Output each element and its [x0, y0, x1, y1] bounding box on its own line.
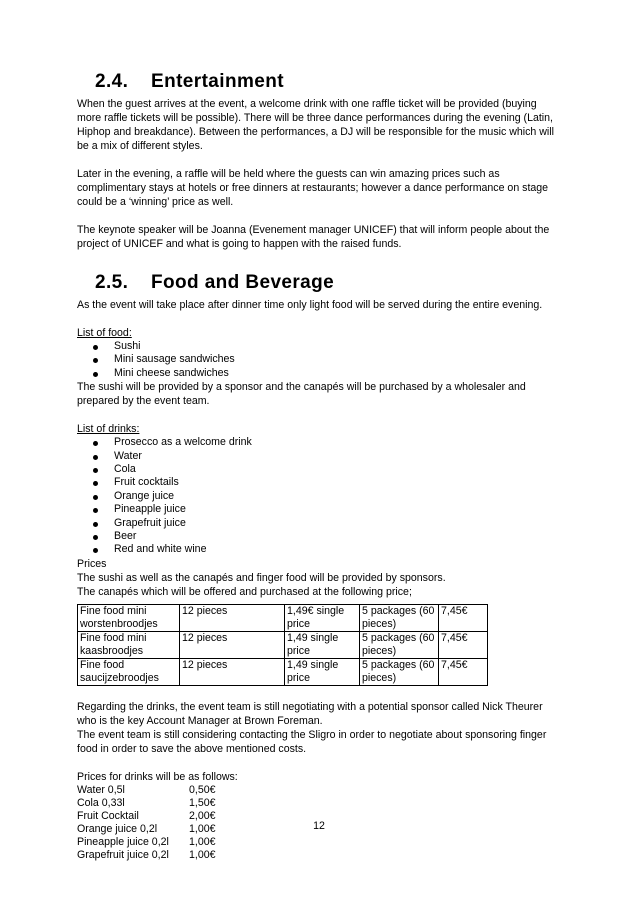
entertainment-paragraph-2: Later in the evening, a raffle will be held where the guests can win amazing prices such as complimentary stays at hotels or free dinners at restaurants; however a dance performance on stage could be a ‘winning’ price as well.: [77, 168, 549, 208]
canape-price-table: [77, 604, 488, 686]
table-row: [78, 631, 488, 658]
list-item: Water 0,5l 0,50€: [77, 783, 216, 796]
table-cell: 7,45€: [439, 658, 488, 685]
list-item: Sushi: [77, 340, 562, 353]
table-cell: Fine food mini kaasbroodjes: [78, 631, 180, 658]
entertainment-paragraph-3: The keynote speaker will be Joanna (Evenement manager UNICEF) that will inform people about the project of UNICEF and what is going to happen with the raised funds.: [77, 224, 550, 250]
prices-line-2: The canapés which will be offered and purchased at the following price;: [77, 585, 412, 598]
table-cell: 7,45€: [439, 604, 488, 631]
bullet-icon: [93, 535, 98, 540]
table-cell: 12 pieces: [180, 604, 285, 631]
page-content: [77, 71, 562, 862]
food-list-title: List of food:: [77, 327, 132, 339]
bullet-icon: [93, 358, 98, 363]
heading-number: 2.5.: [95, 272, 129, 293]
list-item: Orange juice 0,2l 1,00€: [77, 822, 216, 835]
bullet-icon: [93, 495, 98, 500]
bullet-icon: [93, 508, 98, 513]
table-row: [78, 604, 488, 631]
food-note: The sushi will be provided by a sponsor and the canapés will be purchased by a wholesaler and prepared by the event team.: [77, 381, 526, 408]
heading-title: Food and Beverage: [151, 272, 335, 293]
bullet-icon: [93, 468, 98, 473]
page-number: 12: [313, 820, 325, 832]
list-item: Mini cheese sandwiches: [77, 367, 562, 380]
entertainment-paragraph-1: When the guest arrives at the event, a welcome drink with one raffle ticket will be provided (buying more raffle tickets will be possible). There will be three dance performances during the evening (Latin, Hiphop and breakdance). Between the performances, a DJ will be responsible for the music which will be a mix of different styles.: [77, 98, 554, 152]
bullet-icon: [93, 548, 98, 553]
list-item: Pineapple juice 0,2l 1,00€: [77, 835, 216, 848]
list-item: Fruit cocktails: [77, 476, 562, 489]
list-item: Water: [77, 450, 562, 463]
heading-number: 2.4.: [95, 71, 129, 92]
table-cell: 12 pieces: [180, 658, 285, 685]
table-cell: Fine food saucijzebroodjes: [78, 658, 180, 685]
bullet-icon: [93, 372, 98, 377]
list-item: Mini sausage sandwiches: [77, 353, 562, 366]
list-item: Fruit Cocktail 2,00€: [77, 809, 216, 822]
table-cell: 5 packages (60 pieces): [360, 604, 439, 631]
list-item: Red and white wine: [77, 543, 562, 556]
list-item: Pineapple juice: [77, 503, 562, 516]
list-item: Cola: [77, 463, 562, 476]
food-list: [77, 340, 562, 380]
bullet-icon: [93, 441, 98, 446]
heading-title: Entertainment: [151, 71, 284, 92]
table-cell: 1,49 single price: [285, 658, 360, 685]
bullet-icon: [93, 345, 98, 350]
table-cell: 5 packages (60 pieces): [360, 631, 439, 658]
drink-prices-title: Prices for drinks will be as follows:: [77, 770, 238, 783]
list-item: Cola 0,33l 1,50€: [77, 796, 216, 809]
heading-food-beverage: [77, 272, 562, 294]
table-cell: 1,49 single price: [285, 631, 360, 658]
table-cell: 12 pieces: [180, 631, 285, 658]
drinks-paragraph-2: The event team is still considering contacting the Sligro in order to negotiate about sponsoring finger food in order to save the above mentioned costs.: [77, 728, 547, 755]
drinks-paragraph-1: Regarding the drinks, the event team is still negotiating with a potential sponsor called Nick Theurer who is the key Account Manager at Brown Foreman.: [77, 700, 543, 727]
list-item: Grapefruit juice 0,2l 1,00€: [77, 848, 216, 861]
drinks-list: [77, 436, 562, 557]
table-cell: 7,45€: [439, 631, 488, 658]
bullet-icon: [93, 481, 98, 486]
food-intro: As the event will take place after dinner time only light food will be served during the entire evening.: [77, 299, 543, 311]
table-cell: Fine food mini worstenbroodjes: [78, 604, 180, 631]
list-item: Grapefruit juice: [77, 517, 562, 530]
list-item: Prosecco as a welcome drink: [77, 436, 562, 449]
list-item: Beer: [77, 530, 562, 543]
table-cell: 1,49€ single price: [285, 604, 360, 631]
prices-line-1: The sushi as well as the canapés and finger food will be provided by sponsors.: [77, 571, 446, 584]
table-cell: 5 packages (60 pieces): [360, 658, 439, 685]
bullet-icon: [93, 455, 98, 460]
drinks-list-title: List of drinks:: [77, 423, 140, 436]
bullet-icon: [93, 522, 98, 527]
heading-entertainment: [77, 71, 562, 93]
table-row: [78, 658, 488, 685]
prices-label: Prices: [77, 557, 107, 570]
list-item: Orange juice: [77, 490, 562, 503]
